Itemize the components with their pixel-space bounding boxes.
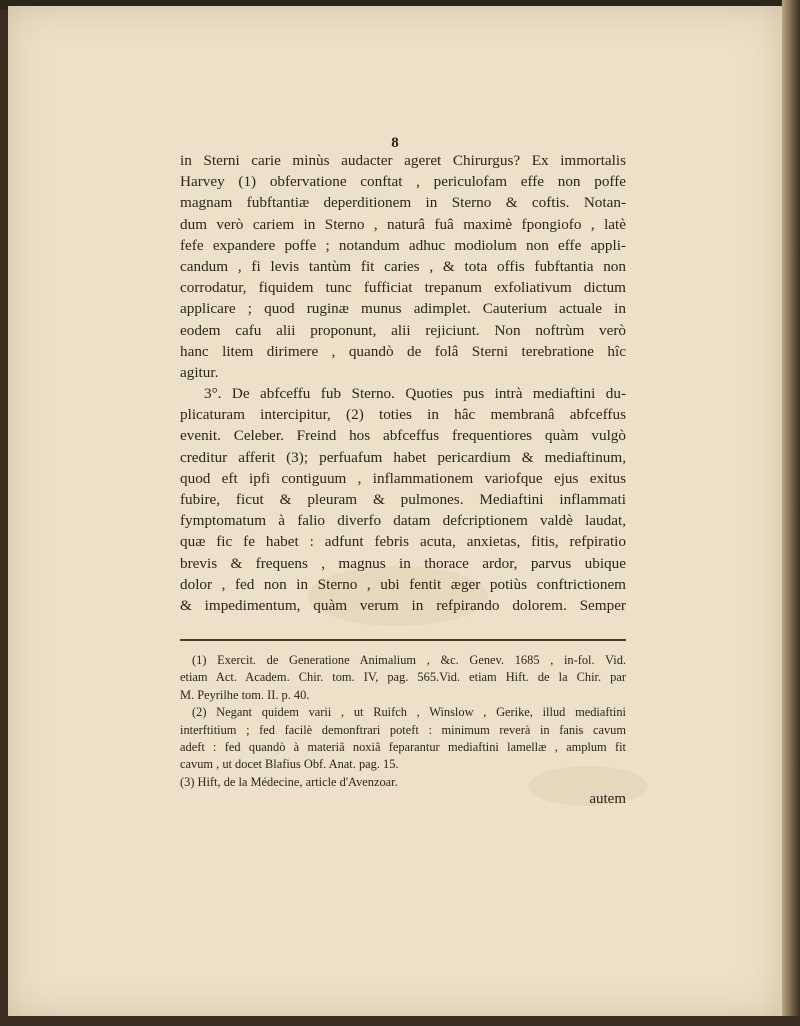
footnote-line: M. Peyrilhe tom. II. p. 40. <box>180 687 310 702</box>
text-line: in Sterni carie minùs audacter ageret Chirurgus? Ex immortalis <box>180 152 626 169</box>
text-line: plicaturam intercipitur, (2) toties in hâc membranâ abfceffus <box>180 406 626 424</box>
text-line: fubire, ficut & pleuram & pulmones. Mediaftini inflammati <box>180 491 626 508</box>
footnote-line: cavum , ut docet Blafius Obf. Anat. pag. 15. <box>180 757 399 772</box>
text-line: & impedimentum, quàm verum in refpirando dolorem. Semper <box>180 596 626 614</box>
footnote-line: etiam Act. Academ. Chir. tom. IV, pag. 565.Vid. etiam Hift. de la Chir. par <box>180 670 626 685</box>
text-line: quod eft ipfi contiguum , inflammationem variofque ejus exitus <box>180 469 626 487</box>
footnote-line: (3) Hift, de la Médecine, article d'Avenzoar. <box>180 774 398 789</box>
text-line: creditur afferit (3); perfuafum habet pericardium & mediaftinum, <box>180 448 626 466</box>
text-line: hanc litem dirimere , quandò de folâ Sterni terebratione hîc <box>180 342 626 360</box>
main-text-block <box>180 150 626 616</box>
footnotes-block <box>180 652 626 791</box>
text-line: eodem cafu alii proponunt, alii rejiciunt. Non noftrùm verò <box>180 321 626 339</box>
book-spine-edge <box>782 0 800 1026</box>
section-heading-line: 3°. De abfceffu fub Sterno. Quoties pus intrà mediaftini du- <box>204 385 626 403</box>
text-line: magnam fubftantiæ deperditionem in Sterno & coftis. Notan- <box>180 194 626 212</box>
text-line: Harvey (1) obfervatione conftat , periculofam effe non poffe <box>180 173 626 191</box>
catchword: autem <box>589 791 626 807</box>
text-line: dum verò cariem in Sterno , naturâ fuâ maximè fpongiofo , latè <box>180 215 626 233</box>
footnote-line: adeft : fed quandò à materiâ noxiâ feparantur mediaftini lamellæ , amplum fit <box>180 739 626 754</box>
scan-bottom-edge <box>0 1016 800 1026</box>
text-line: candum , fi levis tantùm fit caries , & tota offis fubftantia non <box>180 257 626 275</box>
text-line: brevis & frequens , magnus in thorace ardor, parvus ubique <box>180 554 626 572</box>
text-line: applicare ; quod ruginæ munus adimplet. Cauterium actuale in <box>180 300 626 318</box>
footnote-line: (2) Negant quidem varii , ut Ruifch , Winslow , Gerike, illud mediaftini <box>192 705 626 720</box>
text-line: fefe expandere poffe ; notandum adhuc modiolum non effe appli- <box>180 236 626 254</box>
footnote-rule <box>180 639 626 641</box>
text-line: corrodatur, fiquidem tunc fufficiat trepanum exfoliativum dictum <box>180 279 626 297</box>
text-line: agitur. <box>180 363 219 381</box>
text-line: evenit. Celeber. Freind hos abfceffus frequentiores quàm vulgò <box>180 427 626 445</box>
text-line: quæ fic fe habet : adfunt febris acuta, anxietas, fitis, refpiratio <box>180 533 626 551</box>
footnote-line: (1) Exercit. de Generatione Animalium , &c. Genev. 1685 , in-fol. Vid. <box>192 653 626 667</box>
text-line: fymptomatum à falio diverfo datam defcriptionem valdè laudat, <box>180 512 626 530</box>
text-line: dolor , fed non in Sterno , ubi fentit æger potiùs conftrictionem <box>180 575 626 593</box>
footnote-line: interftitium ; fed facilè demonftrari poteft : minimum reverà in fanis cavum <box>180 722 626 737</box>
page-number: 8 <box>391 135 399 151</box>
